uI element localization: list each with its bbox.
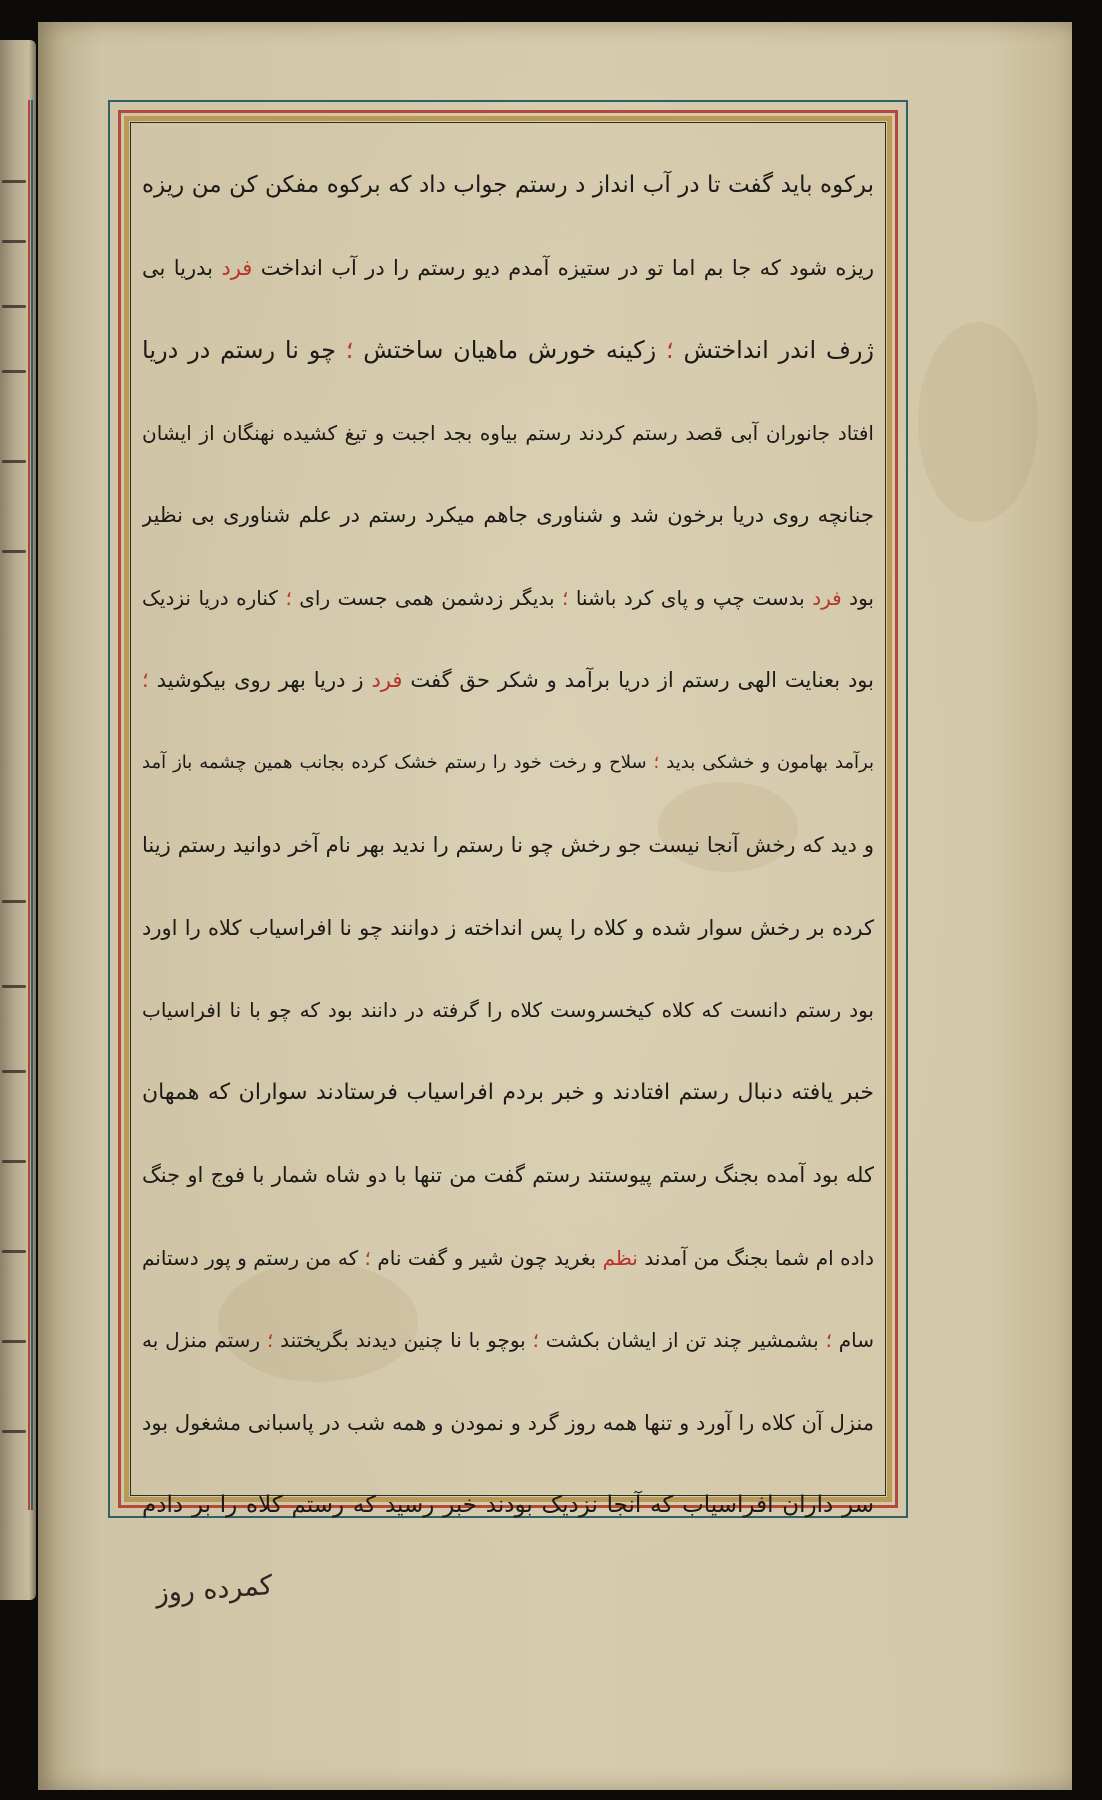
rubric-word: فرد: [371, 668, 403, 692]
text-line: [142, 1464, 874, 1547]
rubric-word: ؛: [345, 336, 354, 364]
text-segment: برکوه باید گفت تا در آب انداز د رستم جواب داد که برکوه مفکن کن من ریزه: [142, 172, 874, 198]
previous-folio-ink-stroke: [2, 460, 26, 463]
rubric-word: ؛: [285, 585, 292, 610]
text-segment: بغرید چون شیر و گفت نام: [370, 1245, 603, 1270]
text-segment: ریزه شود که جا بم اما تو در ستیزه آمدم دیو رستم را در آب انداخت: [252, 255, 874, 280]
previous-folio-ink-stroke: [2, 1430, 26, 1433]
rubric-word: فرد: [812, 585, 842, 610]
previous-folio-ink-stroke: [2, 985, 26, 988]
text-segment: سر داران افراسیاب که آنجا نزدیک بودند خبر رسید که رستم کلاه را بر دادم: [142, 1492, 874, 1518]
text-line: [142, 392, 874, 475]
text-segment: چو نا رستم در دریا: [142, 336, 346, 364]
text-segment: و دید که رخش آنجا نیست جو رخش چو نا رستم را ندید بهر نام آخر دوانید رستم زینا: [142, 833, 874, 857]
text-line: [142, 722, 874, 805]
text-segment: که من رستم و پور دستانم: [142, 1245, 365, 1270]
previous-folio-ink-stroke: [2, 370, 26, 373]
paper-stain: [918, 322, 1038, 522]
text-segment: کله بود آمده بجنگ رستم پیوستند رستم گفت من تنها با دو شاه شمار با فوج او جنگ: [142, 1163, 874, 1187]
previous-folio-edge: [0, 40, 36, 1600]
previous-folio-ink-stroke: [2, 1160, 26, 1163]
previous-folio-ink-stroke: [2, 1070, 26, 1073]
text-block: [142, 144, 874, 1518]
rubric-word: ؛: [562, 585, 569, 610]
rubric-word: ؛: [653, 751, 660, 773]
rubric-word: ؛: [142, 668, 149, 692]
rubric-word: فرد: [221, 255, 253, 280]
previous-folio-ink-stroke: [2, 240, 26, 243]
text-line: [142, 557, 874, 640]
previous-folio-ink-stroke: [2, 1250, 26, 1253]
text-line: [142, 639, 874, 722]
rubric-word: ؛: [666, 336, 674, 364]
text-segment: سلاح و رخت خود را رستم خشک کرده بجانب همین چشمه باز آمد: [142, 751, 654, 773]
text-line: [142, 1052, 874, 1135]
catchword: کمرده روز: [154, 1569, 274, 1610]
text-segment: جنانچه روی دریا برخون شد و شناوری جاهم میکرد رستم در علم شناوری بی نظیر: [142, 503, 874, 527]
rubric-word: ؛: [825, 1328, 832, 1352]
previous-folio-ink-stroke: [2, 180, 26, 183]
previous-folio-ink-stroke: [2, 305, 26, 308]
rubric-word: ؛: [532, 1328, 539, 1352]
text-line: [142, 144, 874, 227]
text-segment: بود بعنایت الهی رستم از دریا برآمد و شکر حق گفت: [402, 668, 874, 692]
text-line: [142, 309, 874, 392]
text-segment: ژرف اندر انداختش: [673, 336, 874, 364]
previous-folio-ink-stroke: [2, 1340, 26, 1343]
manuscript-folio: [38, 22, 1072, 1790]
text-line: [142, 1217, 874, 1300]
text-segment: رستم منزل به: [142, 1328, 267, 1352]
text-line: [142, 1299, 874, 1382]
rubric-word: نظم: [602, 1245, 638, 1270]
text-line: [142, 969, 874, 1052]
text-segment: زکینه خورش ماهیان ساختش: [353, 336, 667, 364]
previous-folio-ink-stroke: [2, 550, 26, 553]
text-line: [142, 1134, 874, 1217]
text-segment: بدیگر زدشمن همی جست رای: [291, 585, 562, 610]
text-segment: بود: [841, 585, 874, 610]
text-segment: خبر یافته دنبال رستم افتادند و خبر بردم افراسیاب فرستادند سواران که همهان: [142, 1079, 874, 1105]
text-segment: کرده بر رخش سوار شده و کلاه را پس انداخته ز دوانند چو نا افراسیاب کلاه را اورد: [142, 915, 874, 940]
text-segment: بشمشیر چند تن از ایشان بکشت: [538, 1328, 826, 1352]
text-line: [142, 804, 874, 887]
text-segment: بدست چپ و پای کرد باشنا: [568, 585, 813, 610]
text-line: [142, 887, 874, 970]
text-segment: سام: [831, 1328, 874, 1352]
previous-folio-red-rule: [28, 100, 30, 1510]
text-segment: افتاد جانوران آبی قصد رستم کردند رستم بیاوه بجد اجبت و تیغ کشیده نهنگان از ایشان: [142, 420, 874, 445]
text-segment: بوچو با نا چنین دیدند بگریختند: [273, 1328, 533, 1352]
text-segment: برآمد بهامون و خشکی بدید: [659, 751, 874, 773]
text-segment: ز دریا بهر روی بیکوشید: [148, 668, 372, 692]
text-segment: منزل آن کلاه را آورد و تنها همه روز گرد و نمودن و همه شب در پاسبانی مشغول بود: [142, 1410, 874, 1435]
text-segment: بدریا بی: [142, 255, 222, 280]
text-line: [142, 1382, 874, 1465]
text-segment: بود رستم دانست که کلاه کیخسروست کلاه را گرفته در دانند بود که چو با نا افراسیاب: [142, 998, 874, 1022]
rubric-word: ؛: [364, 1245, 371, 1270]
text-line: [142, 227, 874, 310]
previous-folio-blue-rule: [31, 100, 33, 1510]
text-segment: کناره دریا نزدیک: [142, 585, 286, 610]
text-segment: داده ام شما بجنگ من آمدند: [637, 1245, 874, 1270]
text-line: [142, 474, 874, 557]
rubric-word: ؛: [266, 1328, 274, 1352]
previous-folio-ink-stroke: [2, 900, 26, 903]
